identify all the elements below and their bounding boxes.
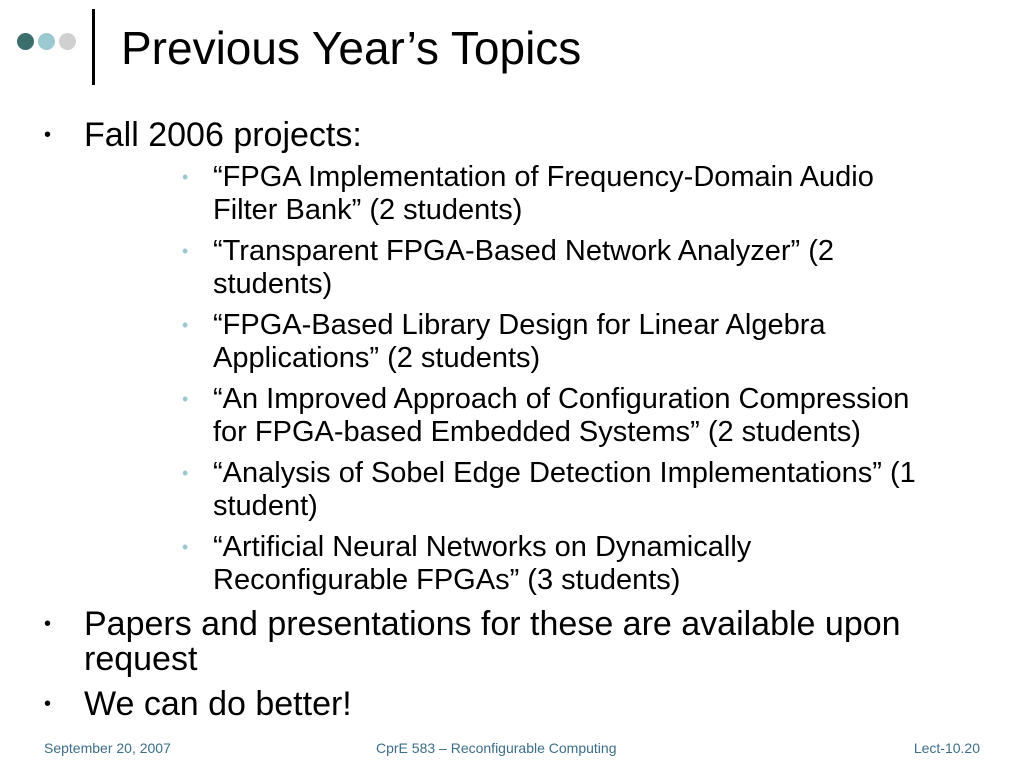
bullet-text: Fall 2006 projects: (84, 116, 362, 154)
bullet-icon: • (182, 463, 189, 483)
sub-bullet-text: “FPGA-Based Library Design for Linear Algebra Applications” (2 students) (213, 309, 826, 374)
footer-course: CprE 583 – Reconfigurable Computing (376, 740, 617, 756)
sub-bullet-text: “Analysis of Sobel Edge Detection Implementations” (1 student) (213, 457, 916, 522)
decorative-dots (17, 33, 76, 50)
footer-date: September 20, 2007 (44, 740, 171, 756)
sub-bullet-item (84, 235, 984, 301)
bullet-icon: • (182, 315, 189, 335)
sub-bullet-item (84, 457, 984, 523)
dot-icon (59, 33, 76, 50)
bullet-item (0, 118, 1024, 597)
dot-icon (17, 33, 34, 50)
bullet-item (0, 687, 1024, 722)
bullet-icon: • (44, 613, 52, 635)
slide-title: Previous Year’s Topics (121, 22, 582, 74)
bullet-item (0, 607, 1024, 677)
bullet-icon: • (182, 537, 189, 557)
bullet-text: We can do better! (84, 685, 352, 723)
bullet-icon: • (182, 241, 189, 261)
footer-slide-number: Lect-10.20 (913, 740, 980, 756)
title-divider (92, 9, 95, 85)
sub-bullet-item (84, 161, 984, 227)
bullet-icon: • (182, 389, 189, 409)
sub-bullet-text: “An Improved Approach of Configuration Compression for FPGA-based Embedded Systems” (2 students) (213, 383, 910, 448)
sub-bullet-list (84, 161, 984, 597)
sub-bullet-item (84, 309, 984, 375)
sub-bullet-item (84, 383, 984, 449)
bullet-icon: • (182, 167, 189, 187)
bullet-icon: • (44, 693, 52, 715)
bullet-icon: • (44, 124, 52, 146)
sub-bullet-text: “FPGA Implementation of Frequency-Domain Audio Filter Bank” (2 students) (213, 161, 874, 226)
dot-icon (38, 33, 55, 50)
bullet-text: Papers and presentations for these are available upon request (84, 605, 901, 678)
sub-bullet-text: “Artificial Neural Networks on Dynamically Reconfigurable FPGAs” (3 students) (213, 531, 752, 596)
sub-bullet-item (84, 531, 984, 597)
sub-bullet-text: “Transparent FPGA-Based Network Analyzer” (2 students) (213, 235, 835, 300)
slide-content (0, 118, 1024, 732)
